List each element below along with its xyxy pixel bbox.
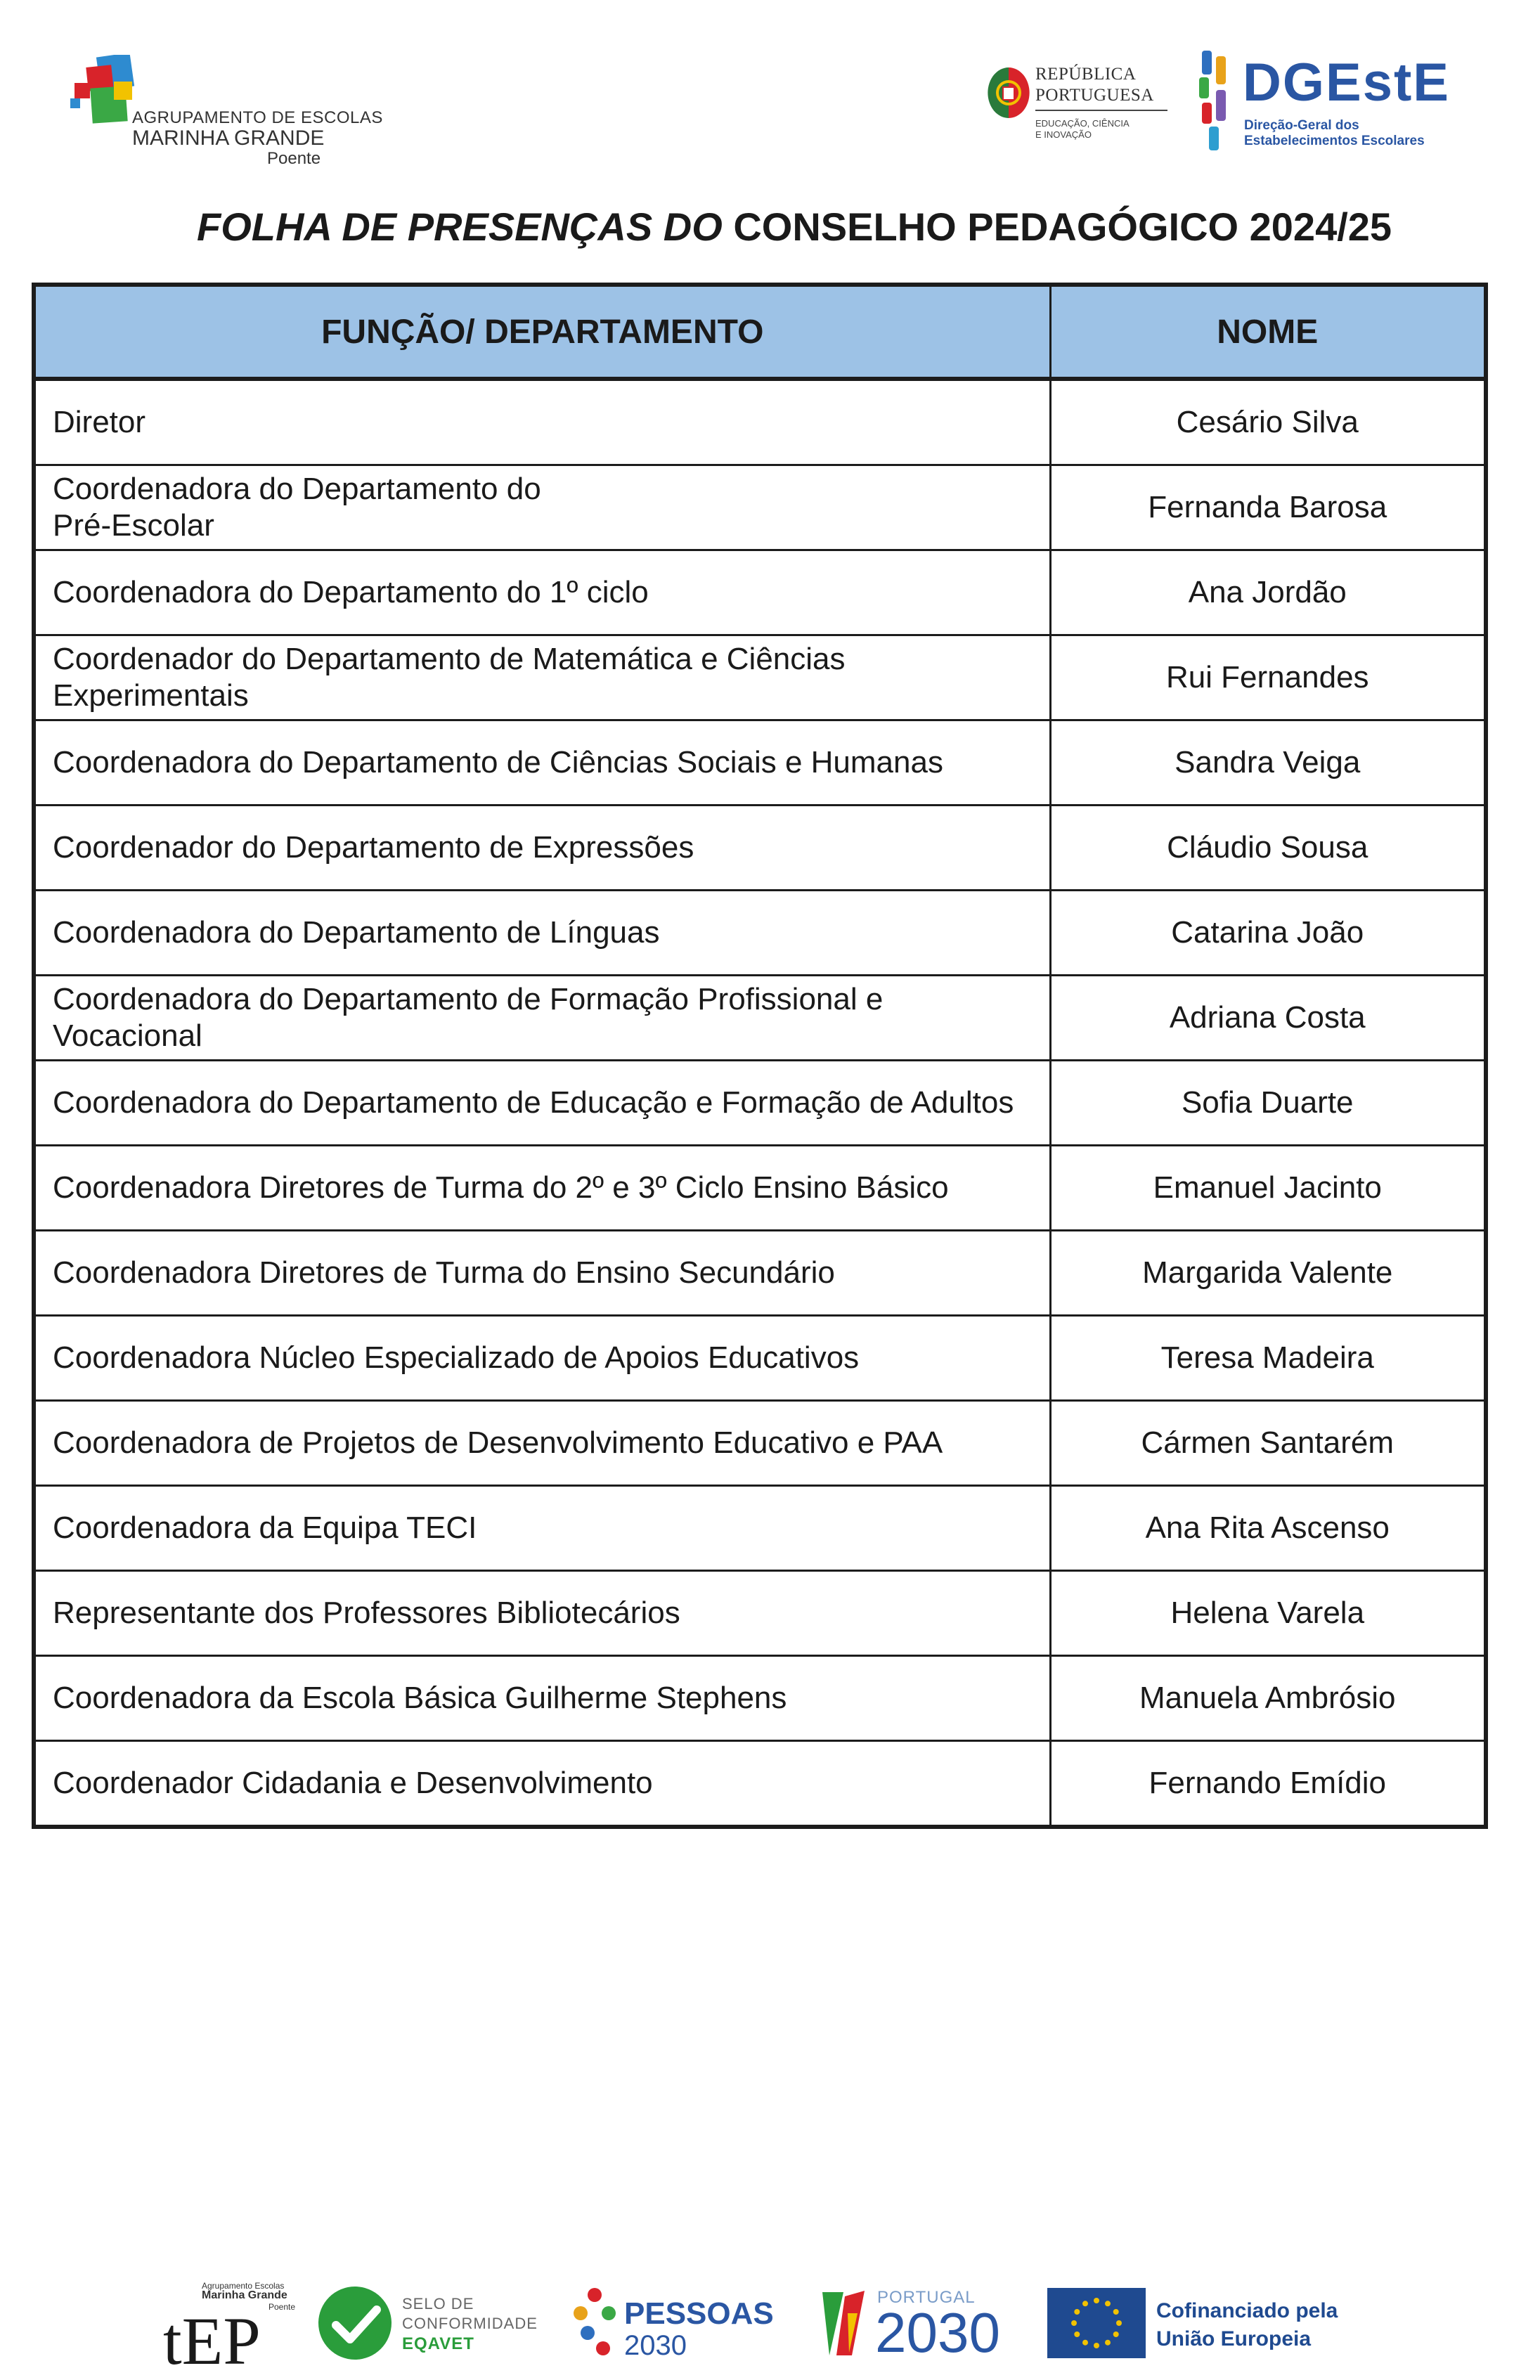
tep-logo [163, 2281, 296, 2379]
school-logo-line1: AGRUPAMENTO DE ESCOLAS [132, 108, 383, 127]
eqavet-logo-line3: EQAVET [402, 2334, 474, 2353]
government-logo-line1: REPÚBLICA [1035, 65, 1137, 84]
eu-star-icon [1094, 2298, 1099, 2303]
pessoas2030-logo [568, 2281, 786, 2365]
portugal2030-logo-line1: PORTUGAL [877, 2288, 976, 2307]
eqavet-logo [316, 2281, 548, 2365]
name-cell: Fernanda Barosa [1050, 465, 1486, 550]
role-cell: Coordenadora Núcleo Especializado de Apoios Educativos [34, 1316, 1050, 1401]
tep-logo-line2: Marinha Grande [202, 2289, 287, 2301]
dgeste-line1: Direção-Geral dos [1244, 118, 1359, 133]
page-title [197, 204, 1497, 250]
name-cell: Margarida Valente [1050, 1231, 1486, 1316]
government-logo-line4: E INOVAÇÃO [1035, 129, 1092, 140]
eqavet-check-icon [316, 2284, 394, 2362]
table-row [34, 1231, 1486, 1316]
table-body [34, 379, 1486, 1827]
pessoas-logo-line2: 2030 [624, 2330, 687, 2361]
name-cell: Catarina João [1050, 891, 1486, 976]
name-cell: Sandra Veiga [1050, 720, 1486, 806]
table-row [34, 1656, 1486, 1741]
government-logo-divider [1035, 110, 1167, 111]
eu-star-icon [1071, 2320, 1077, 2326]
table-row [34, 1316, 1486, 1401]
eu-star-icon [1105, 2340, 1111, 2346]
dgeste-blocks-icon [1195, 48, 1240, 160]
portugal2030-mark-icon [815, 2285, 872, 2362]
table-row [34, 891, 1486, 976]
tep-logo-line1: Agrupamento Escolas [202, 2281, 285, 2291]
eu-star-icon [1074, 2309, 1080, 2315]
table-row [34, 1571, 1486, 1656]
name-cell: Cesário Silva [1050, 379, 1486, 465]
role-cell: Coordenadora Diretores de Turma do 2º e 3º Ciclo Ensino Básico [34, 1146, 1050, 1231]
page-title-regular: CONSELHO PEDAGÓGICO 2024/25 [722, 205, 1392, 249]
government-logo [988, 62, 1170, 153]
role-cell: Coordenadora do Departamento de Formação Profissional e Vocacional [34, 976, 1050, 1061]
role-cell: Coordenadora de Projetos de Desenvolvimento Educativo e PAA [34, 1401, 1050, 1486]
column-header-role: FUNÇÃO/ DEPARTAMENTO [34, 285, 1050, 379]
eu-star-icon [1094, 2343, 1099, 2348]
tep-logo-line3: Poente [268, 2302, 296, 2312]
table-row [34, 465, 1486, 550]
role-cell: Coordenadora do Departamento do Pré-Escolar [34, 465, 1050, 550]
role-cell: Coordenador Cidadania e Desenvolvimento [34, 1741, 1050, 1828]
table-row [34, 1146, 1486, 1231]
dgeste-line2: Estabelecimentos Escolares [1244, 134, 1425, 148]
name-cell: Helena Varela [1050, 1571, 1486, 1656]
table-row [34, 976, 1486, 1061]
pessoas-logo-line1: PESSOAS [624, 2296, 774, 2331]
eu-star-icon [1082, 2301, 1088, 2306]
eu-cofinancing-logo [1047, 2281, 1357, 2365]
table-row [34, 1741, 1486, 1828]
role-cell: Coordenadora do Departamento do 1º ciclo [34, 550, 1050, 635]
name-cell: Ana Jordão [1050, 550, 1486, 635]
name-cell: Rui Fernandes [1050, 635, 1486, 720]
portugal2030-logo [815, 2281, 1012, 2365]
eu-star-icon [1116, 2320, 1122, 2326]
role-cell: Diretor [34, 379, 1050, 465]
eu-logo-line2: União Europeia [1156, 2327, 1312, 2350]
role-cell: Coordenador do Departamento de Expressões [34, 806, 1050, 891]
name-cell: Ana Rita Ascenso [1050, 1486, 1486, 1571]
table-row [34, 379, 1486, 465]
pessoas-figures-icon [568, 2285, 621, 2362]
government-logo-line3: EDUCAÇÃO, CIÊNCIA [1035, 118, 1130, 129]
role-cell: Coordenadora Diretores de Turma do Ensino Secundário [34, 1231, 1050, 1316]
government-logo-line2: PORTUGUESA [1035, 86, 1154, 105]
eqavet-logo-line1: SELO DE [402, 2295, 474, 2313]
eu-star-icon [1074, 2332, 1080, 2337]
eu-star-icon [1113, 2332, 1119, 2337]
name-cell: Adriana Costa [1050, 976, 1486, 1061]
dgeste-logo [1195, 48, 1469, 160]
name-cell: Fernando Emídio [1050, 1741, 1486, 1828]
page-title-italic: FOLHA DE PRESENÇAS DO [197, 205, 723, 249]
eu-star-icon [1113, 2309, 1119, 2315]
attendance-table [32, 283, 1488, 1829]
table-row [34, 550, 1486, 635]
portugal2030-logo-line2: 2030 [875, 2301, 1000, 2364]
eu-flag-icon [1047, 2288, 1146, 2358]
role-cell: Coordenadora do Departamento de Educação e Formação de Adultos [34, 1061, 1050, 1146]
table-row [34, 720, 1486, 806]
eqavet-logo-line2: CONFORMIDADE [402, 2315, 538, 2332]
name-cell: Cármen Santarém [1050, 1401, 1486, 1486]
role-cell: Representante dos Professores Bibliotecários [34, 1571, 1050, 1656]
table-row [34, 635, 1486, 720]
school-logo-line3: Poente [267, 149, 321, 168]
name-cell: Emanuel Jacinto [1050, 1146, 1486, 1231]
column-header-name: NOME [1050, 285, 1486, 379]
name-cell: Teresa Madeira [1050, 1316, 1486, 1401]
eu-star-icon [1082, 2340, 1088, 2346]
portugal-emblem-icon [988, 65, 1030, 121]
eu-logo-line1: Cofinanciado pela [1156, 2299, 1338, 2322]
name-cell: Sofia Duarte [1050, 1061, 1486, 1146]
role-cell: Coordenador do Departamento de Matemática e Ciências Experimentais [34, 635, 1050, 720]
dgeste-acronym: DGEstE [1243, 53, 1450, 112]
table-row [34, 1486, 1486, 1571]
tep-logo-mark: tEP [163, 2303, 261, 2379]
name-cell: Cláudio Sousa [1050, 806, 1486, 891]
role-cell: Coordenadora da Escola Básica Guilherme Stephens [34, 1656, 1050, 1741]
name-cell: Manuela Ambrósio [1050, 1656, 1486, 1741]
table-row [34, 806, 1486, 891]
role-cell: Coordenadora do Departamento de Ciências Sociais e Humanas [34, 720, 1050, 806]
table-row [34, 1061, 1486, 1146]
table-row [34, 1401, 1486, 1486]
table-header-row [34, 285, 1486, 379]
school-logo-line2: MARINHA GRANDE [132, 127, 325, 150]
role-cell: Coordenadora do Departamento de Línguas [34, 891, 1050, 976]
role-cell: Coordenadora da Equipa TECI [34, 1486, 1050, 1571]
school-logo [70, 55, 383, 174]
eu-star-icon [1105, 2301, 1111, 2306]
